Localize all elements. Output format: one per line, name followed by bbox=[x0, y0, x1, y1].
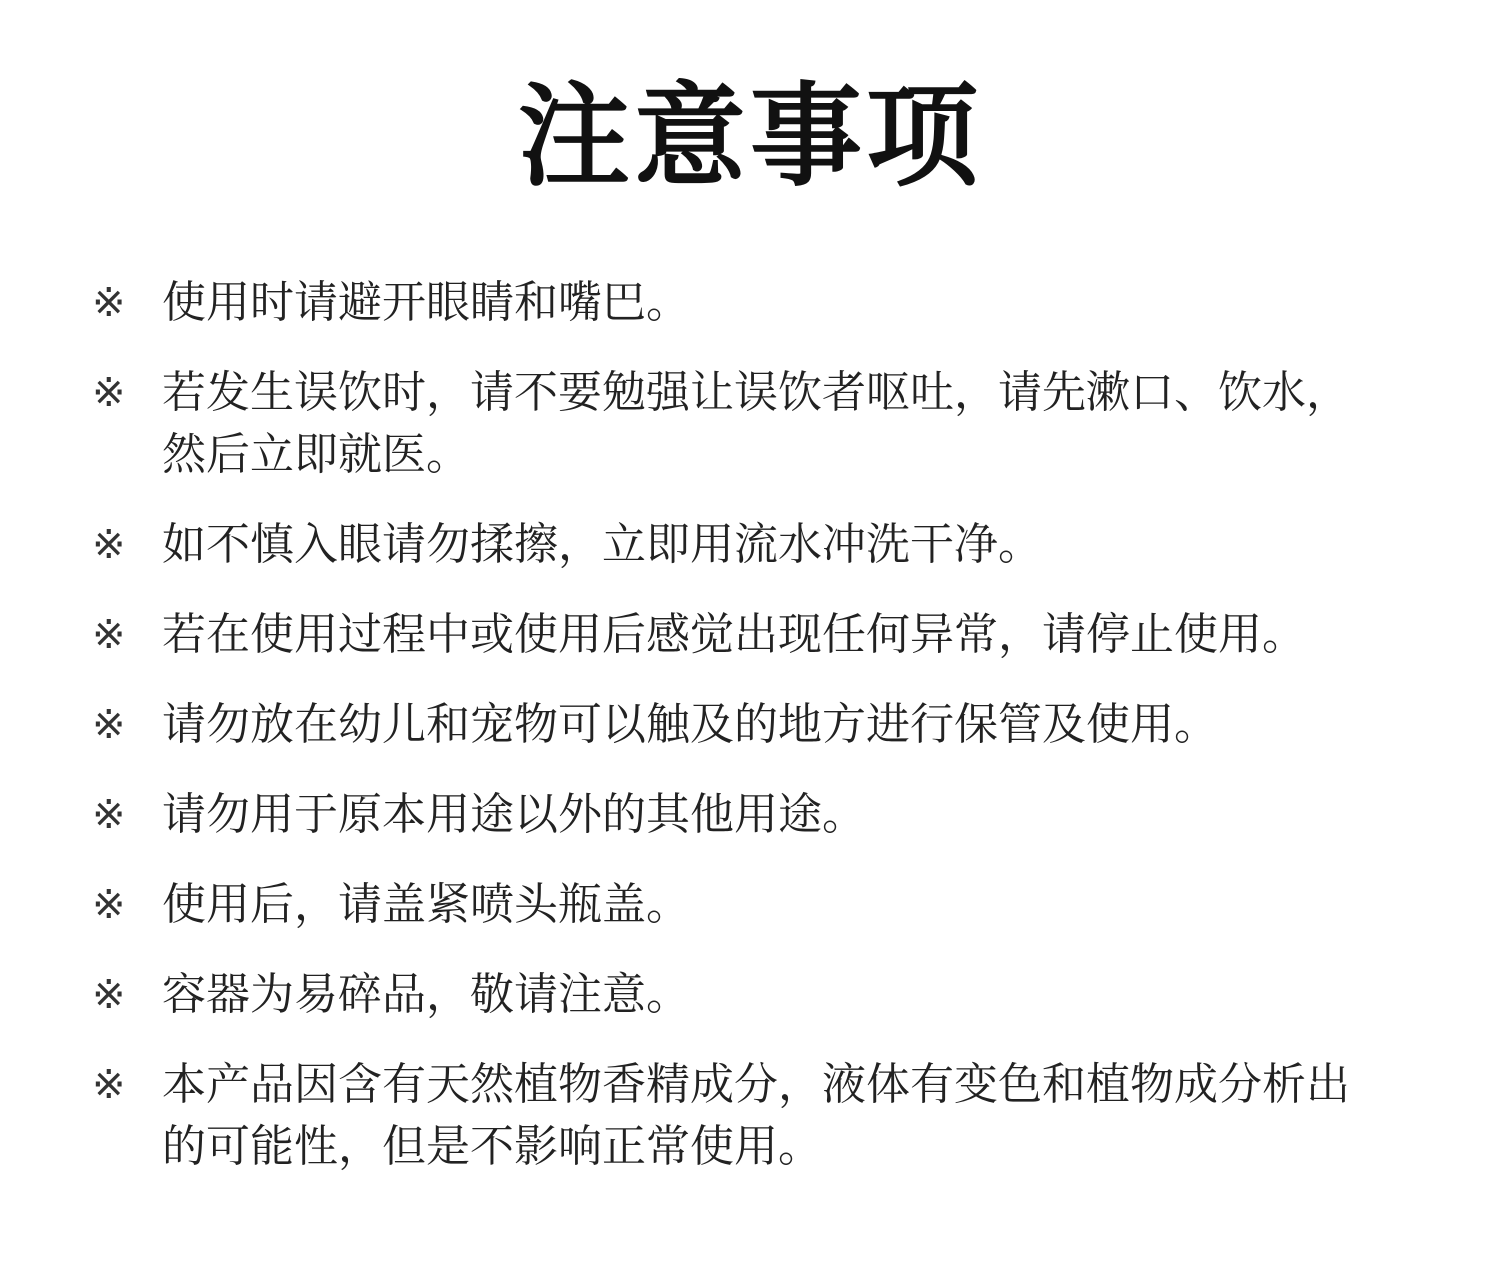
list-item bbox=[92, 874, 1392, 936]
reference-mark-icon: ※ bbox=[92, 280, 126, 326]
reference-mark-icon: ※ bbox=[92, 972, 126, 1018]
reference-mark-icon: ※ bbox=[92, 792, 126, 838]
list-item bbox=[92, 964, 1392, 1026]
note-text: 使用后，请盖紧喷头瓶盖。 bbox=[162, 879, 690, 930]
page-title: 注意事项 bbox=[518, 72, 982, 202]
reference-mark-icon: ※ bbox=[92, 882, 126, 928]
note-text: 如不慎入眼请勿揉擦，立即用流水冲洗干净。 bbox=[162, 519, 1042, 570]
list-item bbox=[92, 604, 1392, 666]
note-text: 本产品因含有天然植物香精成分，液体有变色和植物成分析出的可能性，但是不影响正常使用。 bbox=[162, 1059, 1350, 1172]
list-item bbox=[92, 1054, 1392, 1178]
list-item bbox=[92, 362, 1392, 486]
note-text: 若在使用过程中或使用后感觉出现任何异常，请停止使用。 bbox=[162, 609, 1306, 660]
note-text: 请勿放在幼儿和宠物可以触及的地方进行保管及使用。 bbox=[162, 699, 1218, 750]
list-item bbox=[92, 784, 1392, 846]
reference-mark-icon: ※ bbox=[92, 612, 126, 658]
list-item bbox=[92, 694, 1392, 756]
note-text: 容器为易碎品，敬请注意。 bbox=[162, 969, 690, 1020]
note-text: 请勿用于原本用途以外的其他用途。 bbox=[162, 789, 866, 840]
note-text: 使用时请避开眼睛和嘴巴。 bbox=[162, 277, 690, 328]
reference-mark-icon: ※ bbox=[92, 1062, 126, 1108]
reference-mark-icon: ※ bbox=[92, 702, 126, 748]
notes-list bbox=[92, 272, 1392, 1206]
reference-mark-icon: ※ bbox=[92, 370, 126, 416]
list-item bbox=[92, 514, 1392, 576]
list-item bbox=[92, 272, 1392, 334]
note-text: 若发生误饮时，请不要勉强让误饮者呕吐，请先漱口、饮水，然后立即就医。 bbox=[162, 367, 1350, 480]
reference-mark-icon: ※ bbox=[92, 522, 126, 568]
